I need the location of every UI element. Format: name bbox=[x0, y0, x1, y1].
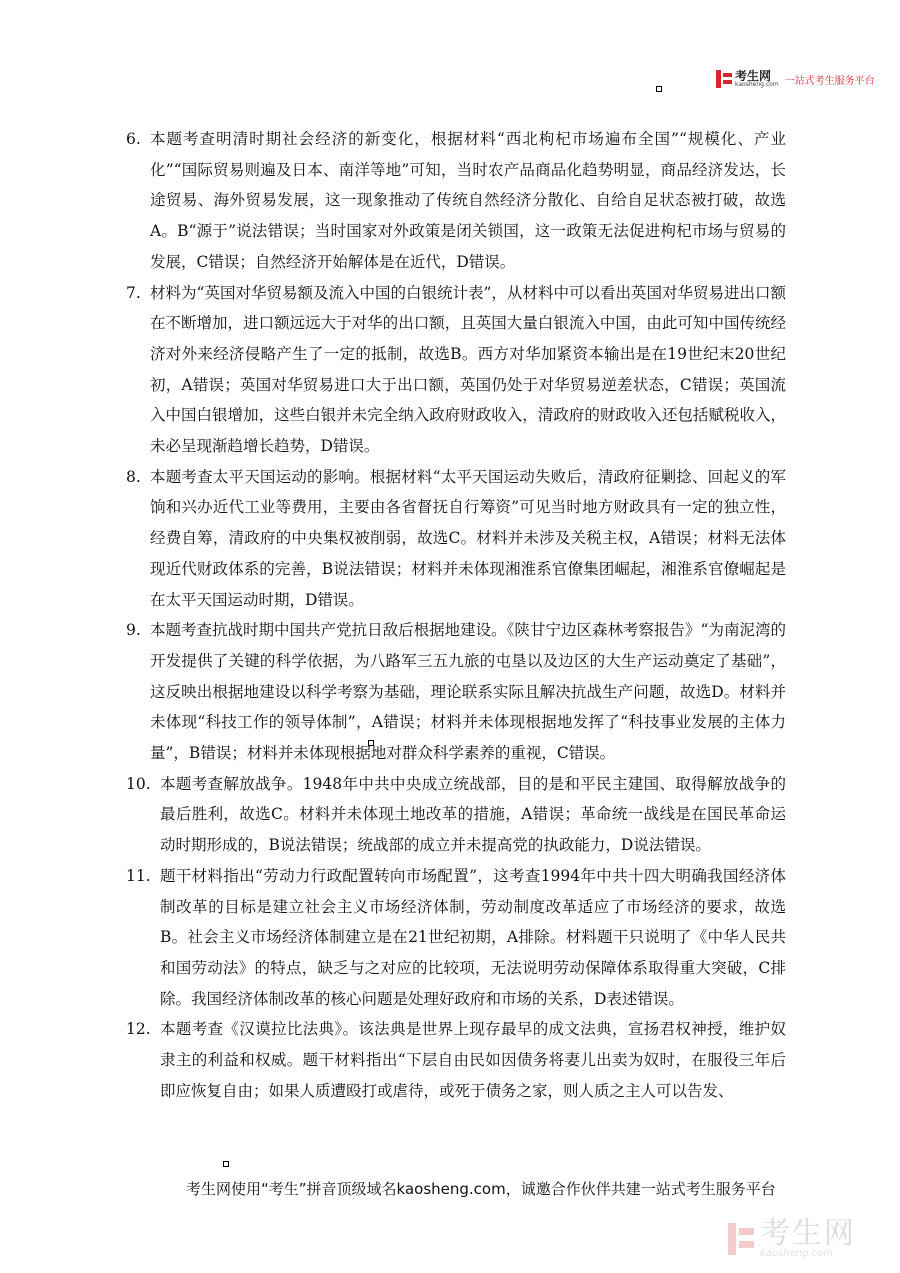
logo-name: 考生网 bbox=[735, 69, 772, 83]
kaosheng-logo-icon bbox=[716, 70, 732, 88]
item-number: 8. bbox=[126, 467, 141, 486]
list-item bbox=[126, 615, 786, 769]
item-text: 本题考查解放战争。1948年中共中央成立统战部，目的是和平民主建国、取得解放战争的最后胜利，故选C。材料并未体现土地改革的措施，A错误；革命统一战线是在国民革命运动时期形成的，B说法错误；统战部的成立并未提高党的执政能力，D说法错误。 bbox=[160, 774, 786, 855]
watermark-domain: kaosheng.com bbox=[760, 1248, 833, 1259]
footer-text: 考生网使用“考生”拼音顶级域名kaosheng.com，诚邀合作伙伴共建一站式考生服务平台 bbox=[186, 1180, 776, 1198]
list-item bbox=[126, 1014, 786, 1106]
item-text: 本题考查《汉谟拉比法典》。该法典是世界上现存最早的成文法典，宣扬君权神授，维护奴隶主的利益和权威。题干材料指出“下层自由民如因债务将妻儿出卖为奴时，在服役三年后即应恢复自由；如果人质遭殴打或虐待，或死于债务之家，则人质之主人可以告发、 bbox=[160, 1020, 786, 1100]
list-item bbox=[126, 124, 786, 278]
item-text: 题干材料指出“劳动力行政配置转向市场配置”，这考查1994年中共十四大明确我国经济体制改革的目标是建立社会主义市场经济体制，劳动制度改革适应了市场经济的要求，故选B。社会主义市场经济体制建立是在21世纪初期，A排除。材料题干只说明了《中华人民共和国劳动法》的特点，缺乏与之对应的比较项，无法说明劳动保障体系取得重大突破，C排除。我国经济体制改革的核心问题是处理好政府和市场的关系，D表述错误。 bbox=[160, 866, 786, 1008]
logo-domain: kaosheng.com bbox=[735, 81, 779, 88]
item-number: 12. bbox=[126, 1020, 151, 1039]
item-number: 7. bbox=[126, 283, 141, 302]
list-item bbox=[126, 861, 786, 1015]
marker-square-icon bbox=[656, 86, 662, 92]
item-text: 本题考查明清时期社会经济的新变化，根据材料“西北枸杞市场遍布全国”“规模化、产业化”“国际贸易则遍及日本、南洋等地”可知，当时农产品商品化趋势明显，商品经济发达，长途贸易、海外贸易发展，这一现象推动了传统自然经济分散化、自给自足状态被打破，故选A。B“源于”说法错误；当时国家对外政策是闭关锁国，这一政策无法促进枸杞市场与贸易的发展，C错误；自然经济开始解体是在近代，D错误。 bbox=[150, 130, 786, 271]
marker-square-icon bbox=[223, 1161, 229, 1167]
item-text: 材料为“英国对华贸易额及流入中国的白银统计表”，从材料中可以看出英国对华贸易进出口额在不断增加，进口额远远大于对华的出口额，且英国大量白银流入中国，由此可知中国传统经济对外来经济侵略产生了一定的抵制，故选B。西方对华加紧资本输出是在19世纪末20世纪初，A错误；英国对华贸易进口大于出口额，英国仍处于对华贸易逆差状态，C错误；英国流入中国白银增加，这些白银并未完全纳入政府财政收入，清政府的财政收入还包括赋税收入，未必呈现渐趋增长趋势，D错误。 bbox=[150, 283, 786, 456]
watermark-text bbox=[760, 1216, 856, 1259]
logo-text bbox=[735, 70, 779, 88]
item-number: 10. bbox=[126, 774, 151, 793]
header-slogan: 一站式考生服务平台 bbox=[784, 75, 875, 87]
header-logo bbox=[716, 70, 875, 88]
item-text: 本题考查太平天国运动的影响。根据材料“太平天国运动失败后，清政府征剿捻、回起义的军饷和兴办近代工业等费用，主要由各省督抚自行筹资”可见当时地方财政具有一定的独立性，经费自筹，清政府的中央集权被削弱，故选C。材料并未涉及关税主权，A错误；材料无法体现近代财政体系的完善，B说法错误；材料并未体现湘淮系官僚集团崛起，湘淮系官僚崛起是在太平天国运动时期，D错误。 bbox=[150, 467, 786, 609]
watermark-logo bbox=[728, 1216, 856, 1259]
list-item bbox=[126, 769, 786, 861]
item-text: 本题考查抗战时期中国共产党抗日敌后根据地建设。《陕甘宁边区森林考察报告》“为南泥湾的开发提供了关键的科学依据，为八路军三五九旅的屯垦以及边区的大生产运动奠定了基础”，这反映出根据地建设以科学考察为基础，理论联系实际且解决抗战生产问题，故选D。材料并未体现“科技工作的领导体制”，A错误；材料并未体现根据地发挥了“科技事业发展的主体力量”，B错误；材料并未体现根据地对群众科学素养的重视，C错误。 bbox=[150, 621, 786, 763]
kaosheng-watermark-icon bbox=[728, 1223, 754, 1255]
item-number: 11. bbox=[126, 866, 151, 885]
list-item bbox=[126, 278, 786, 462]
item-number: 6. bbox=[126, 130, 141, 148]
item-number: 9. bbox=[126, 621, 141, 640]
list-item bbox=[126, 462, 786, 616]
answer-explanations bbox=[126, 124, 786, 1107]
watermark-name: 考生网 bbox=[760, 1216, 856, 1251]
